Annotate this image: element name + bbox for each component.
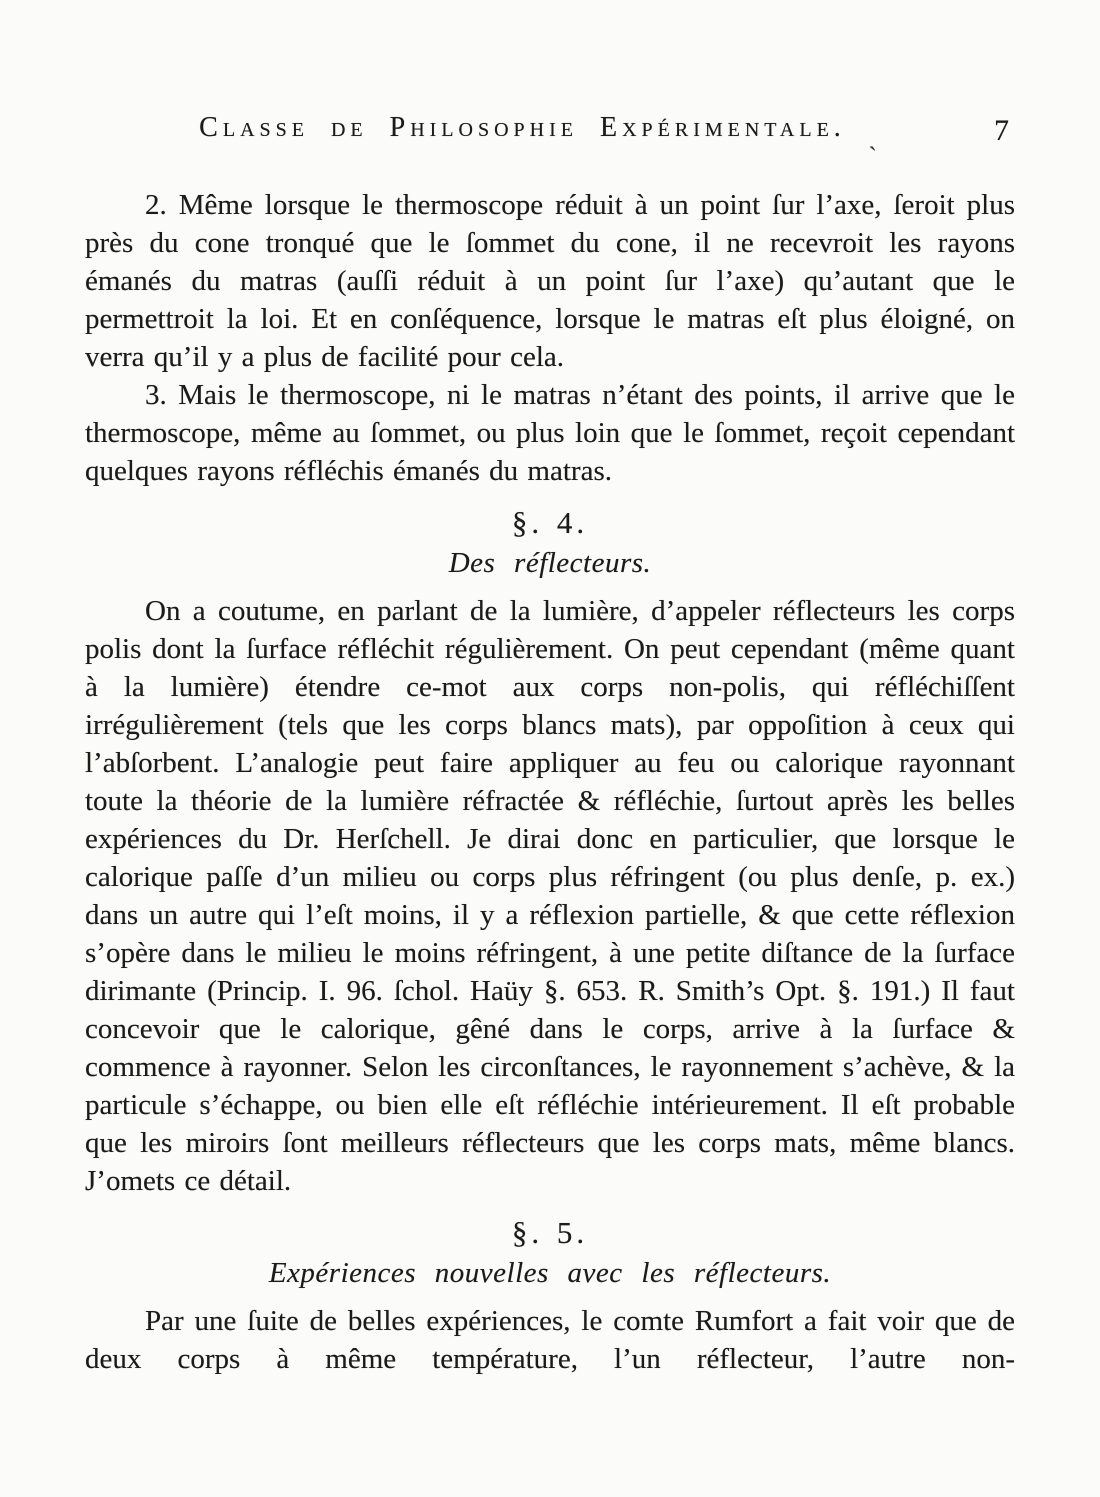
section-5-number: §. 5. [511,1215,589,1250]
section-5-title: Expériences nouvelles avec les réflecteurs. [268,1257,832,1289]
text-column [85,112,1015,1378]
page-number: 7 [994,114,1009,147]
section-4-title: Des réflecteurs. [448,547,652,579]
page-title: Classe de Philosophie Expérimentale. [199,112,846,143]
scan-artifact-mark: ` [868,142,877,171]
page-body [85,186,1015,1378]
section-4-paragraph: On a coutume, en parlant de la lumière, d’appeler réflecteurs les corps polis dont la ſurface réfléchit régulièrement. On peut cependant (même quant à la lumière) étendre ce-mot aux corps non-polis, qui réfléchiſſent irrégulièrement (tels que les corps blancs mats), par oppoſition à ceux qui l’abſorbent. L’analogie peut faire appliquer au feu ou calorique rayonnant toute la théorie de la lumière réfractée & réfléchie, ſurtout après les belles expériences du Dr. Herſchell. Je dirai donc en particulier, que lorsque le calorique paſſe d’un milieu ou corps plus réfringent (ou plus denſe, p. ex.) dans un autre qui l’eſt moins, il y a réflexion partielle, & que cette réflexion s’opère dans le milieu le moins réfringent, à une petite diſtance de la ſurface dirimante (Princip. I. 96. ſchol. Haüy §. 653. R. Smith’s Opt. §. 191.) Il faut concevoir que le calorique, gêné dans le corps, arrive à la ſurface & commence à rayonner. Selon les circonſtances, le rayonnement s’achève, & la particule s’échappe, ou bien elle eſt réfléchie intérieurement. Il eſt probable que les miroirs ſont meilleurs réflecteurs que les corps mats, même blancs. J’omets ce détail. [85,595,1015,1197]
paragraph-2: 2. Même lorsque le thermoscope réduit à un point ſur l’axe, ſeroit plus près du cone tronqué que le ſommet du cone, il ne recevroit les rayons émanés du matras (auſſi réduit à un point ſur l’axe) qu’autant que le permettroit la loi. Et en conſéquence, lorsque le matras eſt plus éloigné, on verra qu’il y a plus de facilité pour cela. [85,189,1015,373]
running-head [85,112,1015,171]
paragraph-3: 3. Mais le thermoscope, ni le matras n’étant des points, il arrive que le thermoscope, même au ſommet, ou plus loin que le ſommet, reçoit cependant quelques rayons réfléchis émanés du matras. [85,379,1015,487]
section-4-number: §. 4. [511,505,589,540]
section-5-paragraph: Par une ſuite de belles expériences, le comte Rumfort a fait voir que de deux corps à même température, l’un réflecteur, l’autre non- [85,1305,1015,1375]
